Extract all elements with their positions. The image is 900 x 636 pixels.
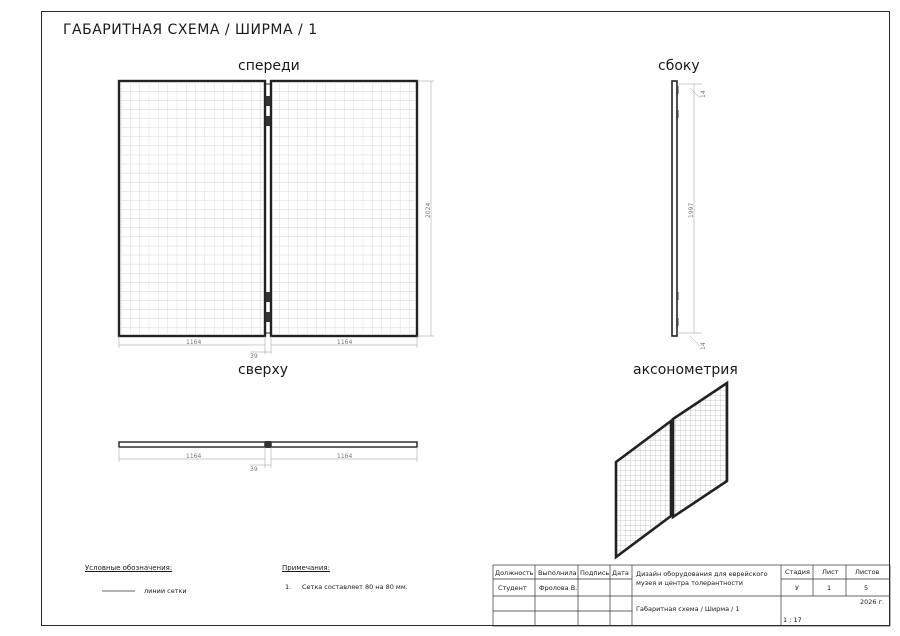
tb-sheets: 5: [864, 584, 869, 592]
dim-side-height: 1997: [688, 202, 695, 218]
legend-grid-line-label: линии сетки: [144, 587, 187, 595]
dim-front-height: 2024: [425, 202, 432, 218]
tb-header-performed: Выполнила: [538, 569, 577, 577]
side-view: [672, 81, 707, 350]
dim-front-left-width: 1164: [186, 339, 202, 346]
tb-header-position: Должность: [495, 569, 534, 577]
tb-sheet-name: Габаритная схема / Ширма / 1: [636, 605, 740, 613]
tb-stage: У: [795, 584, 799, 592]
dim-front-gap: 39: [250, 353, 258, 360]
tb-sheet-label: Лист: [822, 568, 839, 576]
dim-top-gap: 39: [250, 466, 258, 473]
tb-position: Студент: [498, 584, 527, 592]
notes-title: Примечания:: [282, 564, 330, 572]
view-label-top: сверху: [238, 362, 289, 378]
front-panel-right-grid: [273, 83, 415, 334]
dim-side-bottom: 14: [700, 342, 707, 350]
axon-panel-left: [616, 421, 671, 557]
dim-side-top: 14: [700, 90, 707, 98]
dim-top-left-width: 1164: [186, 453, 202, 460]
top-view: [119, 441, 417, 473]
axonometry-view: [616, 383, 727, 557]
top-panel-right: [271, 442, 417, 447]
legend-title: Условные обозначения:: [85, 564, 173, 572]
tb-sheets-label: Листов: [855, 568, 880, 576]
view-label-axonometry: аксонометрия: [633, 362, 738, 378]
tb-project: Дизайн оборудования для еврейского музея и центра толерантности: [636, 570, 768, 587]
dim-top-right-width: 1164: [337, 453, 353, 460]
note-text: Сетка составляет 80 на 80 мм.: [302, 583, 408, 591]
dim-front-right-width: 1164: [337, 339, 353, 346]
view-label-front: спереди: [238, 58, 300, 74]
tb-year: 2026 г.: [860, 598, 885, 606]
tb-header-date: Дата: [612, 569, 629, 577]
tb-scale: 1 : 17: [783, 616, 802, 624]
view-label-side: сбоку: [658, 58, 700, 74]
top-panel-left: [119, 442, 265, 447]
tb-stage-label: Стадия: [785, 568, 810, 576]
tb-header-signature: Подпись: [580, 569, 610, 577]
front-view: [119, 81, 434, 360]
sheet-title: ГАБАРИТНАЯ СХЕМА / ШИРМА / 1: [63, 22, 318, 38]
tb-sheet: 1: [827, 584, 832, 592]
tb-performed: Фролова В.: [539, 584, 578, 592]
top-hinge: [265, 441, 271, 448]
note-number: 1.: [285, 583, 292, 591]
front-hinges: [266, 96, 271, 322]
front-panel-left-grid: [121, 83, 263, 334]
axon-panel-right: [673, 383, 727, 517]
